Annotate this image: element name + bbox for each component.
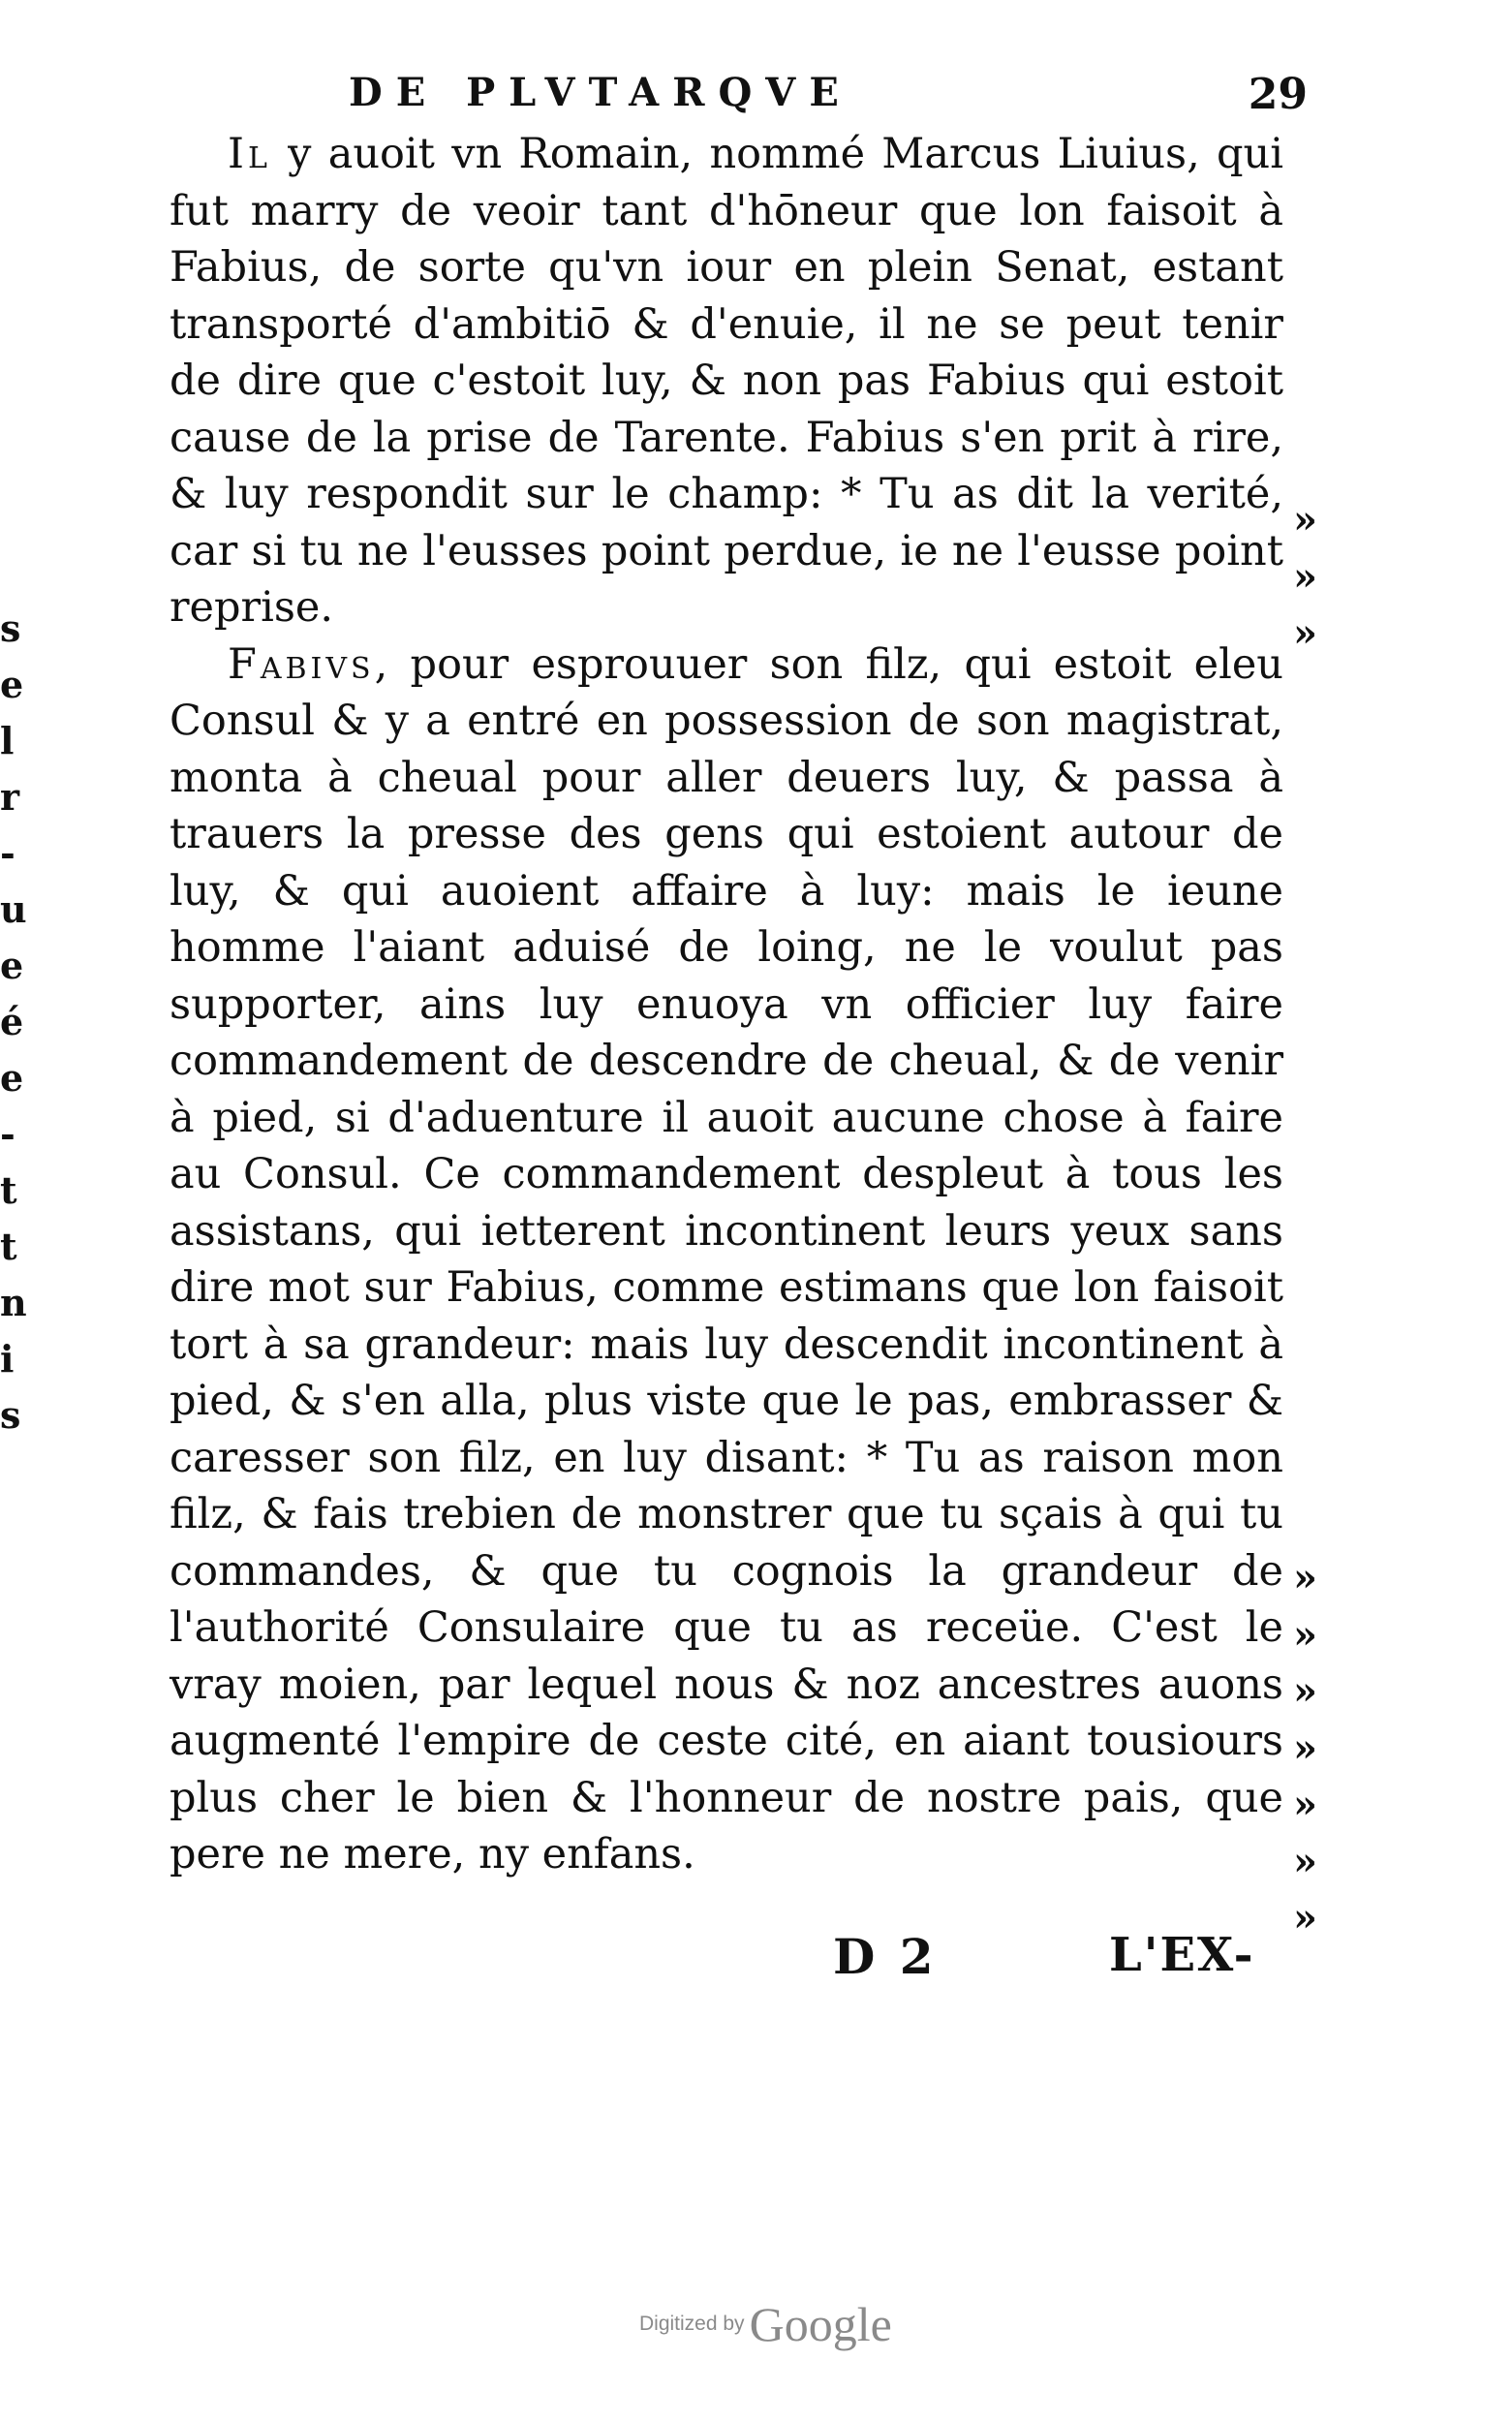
margin-fragment: e <box>0 1056 24 1100</box>
margin-fragment: t <box>0 1225 17 1268</box>
left-margin-bleed-text <box>0 601 29 1444</box>
paragraph-fabius-son <box>170 637 1283 1883</box>
margin-fragment: é <box>0 1000 24 1043</box>
running-header <box>349 70 1308 128</box>
margin-fragment: l <box>0 719 15 762</box>
margin-fragment: e <box>0 663 24 706</box>
body-text <box>170 126 1283 1883</box>
quote-mark: » <box>1293 610 1317 656</box>
signature-mark: D 2 <box>833 1928 938 1985</box>
margin-fragment: r <box>0 775 20 819</box>
quote-mark: » <box>1293 1611 1317 1658</box>
catchword: L'EX- <box>1109 1928 1255 1982</box>
margin-fragment: - <box>0 831 15 875</box>
page-number: 29 <box>1248 70 1308 119</box>
quote-mark: » <box>1293 553 1317 600</box>
paragraph-initial: Fabivs <box>228 639 375 689</box>
paragraph-text: y auoit vn Romain, nommé Marcus Liuius, qui fut marry de veoir tant d'hōneur que lon faisoit à Fabius, de sorte qu'vn iour en plein Senat, estant transporté d'ambitiō & d'enuie, il ne se peut tenir de dire que c'estoit luy, & non pas Fabius qui estoit cause de la prise de Tarente. Fabius s'en prit à rire, & luy respondit sur le champ: * Tu as dit la verité, car si tu ne l'eusses point perdue, ie ne l'eusse point reprise. <box>170 130 1283 632</box>
paragraph-initial: Il <box>228 130 271 178</box>
margin-fragment: u <box>0 887 27 931</box>
paragraph-text: , pour esprouuer son filz, qui estoit eleu Consul & y a entré en possession de son magistrat, monta à cheual pour aller deuers luy, & passa à trauers la presse des gens qui estoient autour de luy, & qui auoient affaire à luy: mais le ieune homme l'aiant aduisé de loing, ne le voulut pas supporter, ains luy enuoya vn officier luy faire commandement de descendre de cheual, & de venir à pied, si d'aduenture il auoit aucune chose à faire au Consul. Ce commandement despleut à tous les assistans, qui ietterent incontinent leurs yeux sans dire mot sur Fabius, comme estimans que lon faisoit tort à sa grandeur: mais luy descendit incontinent à pied, & s'en alla, plus viste que le pas, embrasser & caresser son filz, en luy disant: * Tu as raison mon filz, & fais trebien de monstrer que tu sçais à qui tu commandes, & que tu cognois la grandeur de l'authorité Consulaire que tu as receüe. C'est le vray moien, par lequel nous & noz ancestres auons augmenté l'empire de ceste cité, en aiant tousiours plus cher le bien & l'honneur de nostre pais, que pere ne mere, ny enfans. <box>170 639 1283 1879</box>
quote-marks-group-1 <box>1293 492 1342 663</box>
paragraph-marcus-liuius <box>170 126 1283 637</box>
margin-fragment: i <box>0 1337 15 1381</box>
running-title: DE PLVTARQVE <box>349 70 852 115</box>
quote-mark: » <box>1293 1838 1317 1884</box>
margin-fragment: e <box>0 944 24 987</box>
quote-mark: » <box>1293 497 1317 543</box>
margin-fragment: s <box>0 606 21 650</box>
margin-fragment: s <box>0 1393 21 1437</box>
quote-mark: » <box>1293 1555 1317 1600</box>
google-logo: Google <box>749 2297 892 2351</box>
margin-fragment: t <box>0 1168 17 1212</box>
quote-mark: » <box>1293 1782 1317 1827</box>
margin-fragment: n <box>0 1281 27 1324</box>
quote-mark: » <box>1293 1724 1317 1771</box>
digitization-watermark <box>639 2296 892 2352</box>
watermark-prefix: Digitized by <box>639 2313 745 2335</box>
quote-marks-group-2 <box>1293 1550 1342 1947</box>
quote-mark: » <box>1293 1895 1317 1941</box>
quote-mark: » <box>1293 1668 1317 1714</box>
margin-fragment: - <box>0 1112 15 1156</box>
